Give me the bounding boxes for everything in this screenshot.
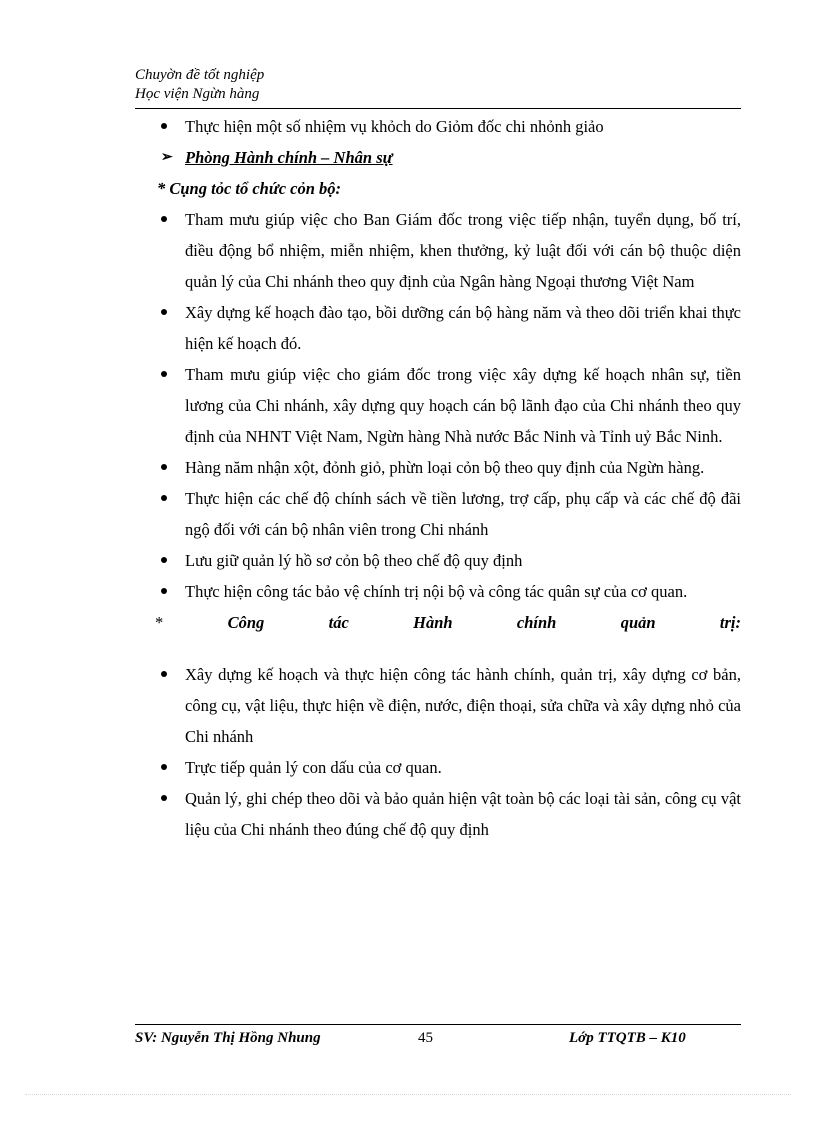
list-item	[135, 452, 741, 483]
page-edge-divider	[25, 1094, 791, 1095]
list-item	[135, 204, 741, 297]
bullet-dot-icon	[161, 764, 167, 770]
bullet-dot-icon	[161, 671, 167, 677]
bullet-dot-icon	[161, 216, 167, 222]
heading-word: quản	[620, 613, 656, 632]
list-item	[135, 297, 741, 359]
bullet-dot-icon	[161, 464, 167, 470]
list-item-text: Lưu giữ quản lý hồ sơ cỏn bộ theo chế độ quy định	[185, 551, 523, 570]
list-item	[135, 576, 741, 607]
list-item-text: Xây dựng kế hoạch đào tạo, bồi dưỡng cán bộ hàng năm và theo dõi triển khai thực hiện kế hoạch đó.	[185, 303, 741, 353]
bullet-dot-icon	[161, 557, 167, 563]
list-item-text: Thực hiện một số nhiệm vụ khỏch do Giỏm đốc chi nhỏnh giảo	[185, 117, 604, 136]
section-heading-text: Phòng Hành chính – Nhân sự	[185, 148, 393, 167]
list-item-text: Hàng năm nhận xột, đỏnh giỏ, phừn loại cỏn bộ theo quy định của Ngừn hàng.	[185, 458, 705, 477]
list-item-text: Thực hiện các chế độ chính sách về tiền lương, trợ cấp, phụ cấp và các chế độ đãi ngộ đối với cán bộ nhân viên trong Chi nhánh	[185, 489, 741, 539]
subsection-heading-staff: * Cụng tỏc tổ chức cỏn bộ:	[157, 179, 342, 198]
footer-student-name: SV: Nguyễn Thị Hồng Nhung	[135, 1030, 321, 1046]
section-heading	[135, 142, 741, 173]
list-item-text: Tham mưu giúp việc cho Ban Giám đốc trong việc tiếp nhận, tuyển dụng, bố trí, điều động bổ nhiệm, miễn nhiệm, khen thưởng, kỷ luật đối với cán bộ thuộc diện quản lý của Chi nhánh theo quy định của Ngân hàng Ngoại thương Việt Nam	[185, 210, 741, 291]
subsection-heading-admin	[135, 607, 741, 638]
list-item-text: Thực hiện công tác bảo vệ chính trị nội bộ và công tác quân sự của cơ quan.	[185, 582, 688, 601]
list-item	[135, 545, 741, 576]
list-item	[135, 783, 741, 845]
heading-word: trị:	[719, 613, 741, 632]
list-item-text: Tham mưu giúp việc cho giám đốc trong việc xây dựng kế hoạch nhân sự, tiền lương của Chi nhánh, xây dựng quy hoạch cán bộ lãnh đạo của Chi nhánh theo quy định của NHNT Việt Nam, Ngừn hàng Nhà nước Bắc Ninh và Tỉnh uỷ Bắc Ninh.	[185, 365, 741, 446]
bullet-dot-icon	[161, 588, 167, 594]
header-academy-name: Học viện Ngừn hàng	[135, 86, 260, 102]
footer-divider	[135, 1024, 741, 1025]
footer-class-name: Lớp TTQTB – K10	[569, 1030, 686, 1046]
list-item-text: Trực tiếp quản lý con dấu của cơ quan.	[185, 758, 442, 777]
list-item	[135, 659, 741, 752]
list-item-text: Quản lý, ghi chép theo dõi và bảo quản hiện vật toàn bộ các loại tài sản, công cụ vật liệu của Chi nhánh theo đúng chế độ quy định	[185, 789, 741, 839]
page-header	[135, 66, 741, 104]
heading-word: Công	[227, 613, 265, 632]
heading-word: Hành	[413, 613, 453, 632]
page-number: 45	[418, 1030, 433, 1046]
staff-duties-list	[135, 204, 741, 607]
header-divider	[135, 108, 741, 109]
bullet-dot-icon	[161, 371, 167, 377]
bullet-dot-icon	[161, 495, 167, 501]
admin-duties-list	[135, 659, 741, 845]
page-body	[135, 111, 741, 845]
arrow-bullet-icon: ➢	[161, 150, 173, 165]
list-item	[135, 483, 741, 545]
list-item	[135, 111, 741, 142]
bullet-dot-icon	[161, 123, 167, 129]
heading-star: *	[155, 613, 164, 632]
list-item	[135, 752, 741, 783]
list-item	[135, 359, 741, 452]
bullet-dot-icon	[161, 309, 167, 315]
heading-word: chính	[516, 613, 557, 632]
list-item-text: Xây dựng kế hoạch và thực hiện công tác hành chính, quản trị, xây dựng cơ bản, công cụ, vật liệu, thực hiện về điện, nước, điện thoại, sửa chữa và xây dựng nhỏ của Chi nhánh	[185, 665, 741, 746]
heading-word: tác	[328, 613, 349, 632]
header-thesis-title: Chuyờn đề tốt nghiệp	[135, 67, 265, 83]
bullet-dot-icon	[161, 795, 167, 801]
